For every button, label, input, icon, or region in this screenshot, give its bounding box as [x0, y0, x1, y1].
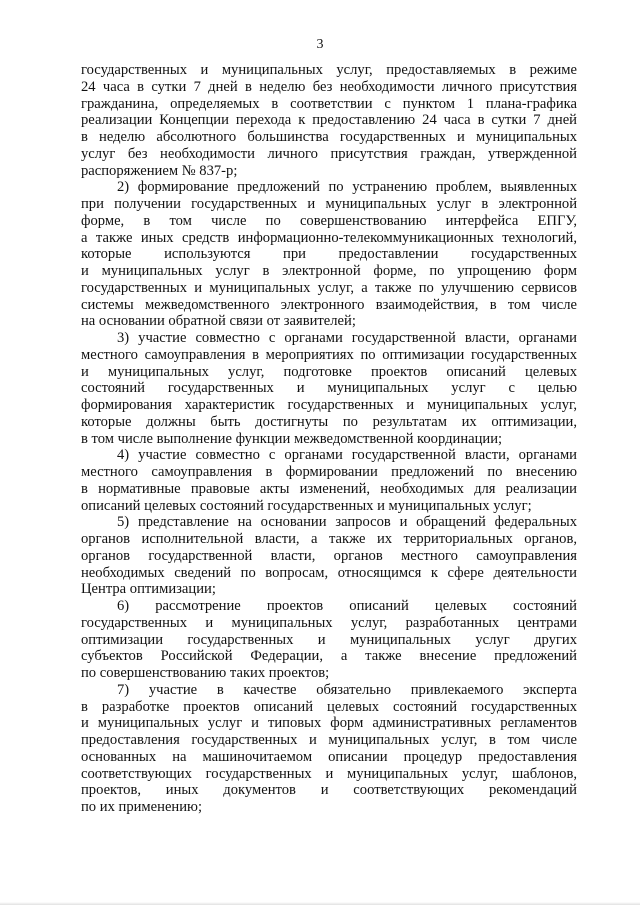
text-line: 24 часа в сутки 7 дней в неделю без необходимости личного присутствия — [81, 78, 577, 95]
paragraph-continuation — [81, 62, 577, 179]
paragraph-item-7 — [81, 682, 577, 816]
text-line: формирования характеристик государственных и муниципальных услуг, — [81, 397, 577, 413]
document-body — [81, 62, 577, 816]
text-line: по совершенствованию таких проектов; — [81, 665, 330, 681]
text-line: органов исполнительной власти, а также их территориальных органов, — [81, 531, 577, 547]
text-line: 6) рассмотрение проектов описаний целевых состояний — [117, 598, 577, 614]
text-line: в неделю абсолютного большинства государственных и муниципальных — [81, 129, 577, 145]
text-line: услуг без необходимости личного присутствия граждан, утвержденной — [81, 145, 577, 162]
text-line: которые должны быть достигнуты по результатам их оптимизации, — [81, 413, 577, 430]
text-line: гражданина, определяемых в соответствии с пунктом 1 плана-графика — [81, 95, 577, 112]
text-line: а также иных средств информационно-телекоммуникационных технологий, — [81, 229, 577, 246]
text-line: органов государственной власти, органов местного самоуправления — [81, 547, 577, 564]
text-line: распоряжением № 837-р; — [81, 162, 238, 179]
text-line: местного самоуправления в формировании предложений по внесению — [81, 464, 577, 480]
text-line: и муниципальных услуг, подготовке проектов описаний целевых — [81, 363, 577, 380]
page-number: 3 — [316, 37, 324, 52]
text-line: необходимых сведений по вопросам, относящимся к сфере деятельности — [81, 564, 577, 581]
text-line: описаний целевых состояний государственных и муниципальных услуг; — [81, 497, 532, 514]
paragraph-item-4 — [81, 447, 577, 514]
text-line: предоставления государственных и муниципальных услуг, в том числе — [81, 732, 577, 748]
text-line: государственных и муниципальных услуг, предоставляемых в режиме — [81, 62, 577, 78]
text-line: 2) формирование предложений по устранению проблем, выявленных — [117, 179, 577, 196]
paragraph-item-5 — [81, 514, 577, 598]
text-line: соответствующих государственных и муниципальных услуг, шаблонов, — [81, 765, 577, 782]
text-line: в том числе выполнение функции межведомственной координации; — [81, 430, 503, 447]
text-line: государственных и муниципальных услуг, разработанных центрами — [81, 614, 577, 631]
paragraph-item-6 — [81, 598, 577, 682]
text-line: в разработке проектов описаний целевых состояний государственных — [81, 698, 577, 715]
text-line: и муниципальных услуг и типовых форм административных регламентов — [81, 715, 577, 732]
text-line: форме, в том числе по совершенствованию интерфейса ЕПГУ, — [81, 212, 577, 229]
text-line: 4) участие совместно с органами государственной власти, органами — [117, 447, 577, 464]
text-line: основанных на машиночитаемом описании процедур предоставления — [81, 748, 577, 765]
text-line: по их применению; — [81, 799, 203, 815]
text-line: на основании обратной связи от заявителей; — [81, 313, 356, 330]
text-line: оптимизации государственных и муниципальных услуг других — [81, 631, 577, 648]
text-line: проектов, иных документов и соответствующих рекомендаций — [81, 782, 577, 799]
text-line: системы межведомственного электронного взаимодействия, в том числе — [81, 296, 577, 313]
paragraph-item-3 — [81, 330, 577, 447]
text-line: 3) участие совместно с органами государственной власти, органами — [117, 330, 577, 346]
text-line: реализации Концепции перехода к предоставлению 24 часа в сутки 7 дней — [81, 112, 577, 129]
text-line: и муниципальных услуг в электронной форме, по упрощению форм — [81, 263, 577, 279]
text-line: при получении государственных и муниципальных услуг в электронной — [81, 196, 577, 212]
text-line: состояний государственных и муниципальных услуг с целью — [81, 380, 577, 397]
text-line: субъектов Российской Федерации, а также внесение предложений — [81, 648, 577, 665]
paragraph-item-2 — [81, 179, 577, 330]
text-line: Центра оптимизации; — [81, 581, 216, 598]
text-line: государственных и муниципальных услуг, а также по улучшению сервисов — [81, 279, 577, 296]
text-line: 7) участие в качестве обязательно привлекаемого эксперта — [117, 681, 577, 698]
text-line: которые используются при предоставлении государственных — [81, 246, 577, 263]
text-line: 5) представление на основании запросов и обращений федеральных — [117, 514, 577, 531]
text-line: местного самоуправления в мероприятиях по оптимизации государственных — [81, 346, 577, 363]
text-line: в нормативные правовые акты изменений, необходимых для реализации — [81, 480, 577, 497]
